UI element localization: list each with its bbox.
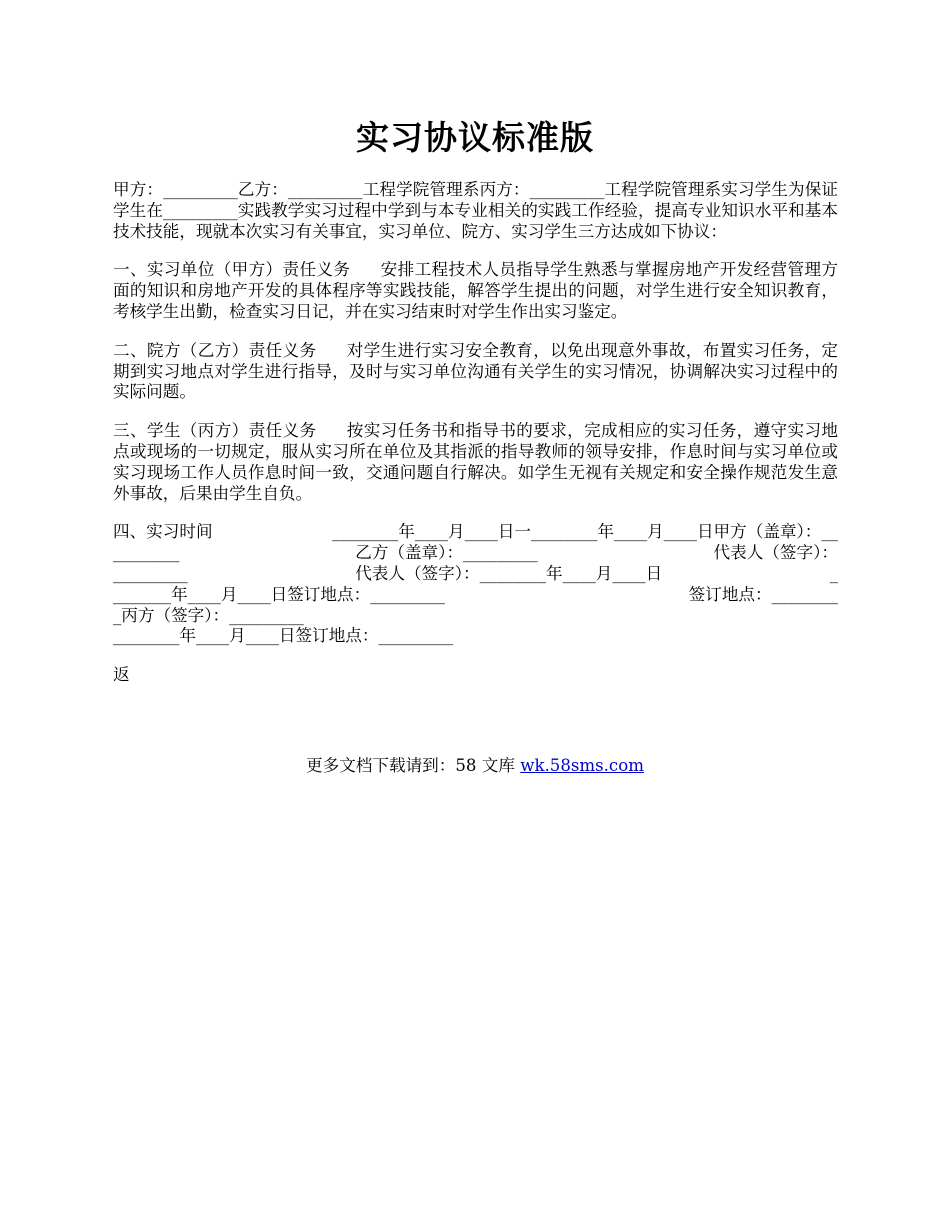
section-1-heading: 一、实习单位（甲方）责任义务 <box>113 260 351 280</box>
party-a-representative-line: _________ <box>113 563 188 583</box>
signature-row-5 <box>113 606 838 627</box>
party-a-seal-line: ________ <box>113 543 180 563</box>
party-b-representative: 代表人（签字）：________年____月____日 <box>355 563 663 583</box>
document-title: 实习协议标准版 <box>356 118 594 157</box>
section-3-heading: 三、学生（丙方）责任义务 <box>113 421 317 441</box>
party-c-signature: _丙方（签字）：_________ <box>113 605 304 625</box>
signature-row-3 <box>113 564 838 585</box>
party-b-location: 签订地点：________ <box>688 584 838 604</box>
section-2-heading: 二、院方（乙方）责任义务 <box>113 340 317 360</box>
section-1-paragraph <box>113 260 838 322</box>
party-c-date-location: ________年____月____日签订地点：_________ <box>113 626 454 646</box>
section-2-text: 对学生进行实习安全教育，以免出现意外事故，布置实习任务，定期到实习地点对学生进行指导，及时与实习单位沟通有关学生的实习情况，协调解决实习过程中的实际问题。 <box>113 340 839 402</box>
party-a-date-line: _ <box>829 563 838 583</box>
section-3-text: 按实习任务书和指导书的要求，完成相应的实习任务，遵守实习地点或现场的一切规定，服从实习所在单位及其指派的指导教师的领导安排，作息时间与实习单位或实习现场工作人员作息时间一致，交通问题自行解决。如学生无视有关规定和安全操作规范发生意外事故，后果由学生自负。 <box>113 421 839 503</box>
section-2-paragraph <box>113 341 838 403</box>
section-4-signature-block <box>113 522 838 647</box>
document-body <box>113 180 838 686</box>
signature-row-2 <box>113 543 838 564</box>
back-text: 返 <box>113 665 130 685</box>
internship-period: ________年____月____日一________年____月____日甲方（盖章）：__ <box>331 522 838 542</box>
signature-row-4 <box>113 585 838 606</box>
section-1-text: 安排工程技术人员指导学生熟悉与掌握房地产开发经营管理方面的知识和房地产开发的具体程序等实践技能，解答学生提出的问题，对学生进行安全知识教育，考核学生出勤，检查实习日记，并在实习结束时对学生作出实习鉴定。 <box>113 260 839 321</box>
footer-link[interactable]: wk.58sms.com <box>520 756 644 775</box>
section-3-paragraph <box>113 421 838 504</box>
party-a-representative: 代表人（签字）： <box>713 543 838 563</box>
intro-paragraph: 甲方：_________乙方：_________工程学院管理系丙方：_________工程学院管理系实习学生为保证学生在_________实践教学实习过程中学到与本专业相关的实践工作经验，提高专业知识水平和基本技术技能，现就本次实习有关事宜，实习单位、院方、实习学生三方达成如下协议： <box>113 180 838 241</box>
section-4-heading: 四、实习时间 <box>113 522 213 542</box>
party-b-seal: 乙方（盖章）：_________ <box>355 543 538 563</box>
signature-row-6 <box>113 626 838 647</box>
footer <box>0 752 950 776</box>
footer-prefix: 更多文档下载请到：58 文库 <box>306 756 521 775</box>
signature-row-1 <box>113 522 838 543</box>
party-a-date-location: _______年____月____日签订地点：_________ <box>113 584 445 604</box>
